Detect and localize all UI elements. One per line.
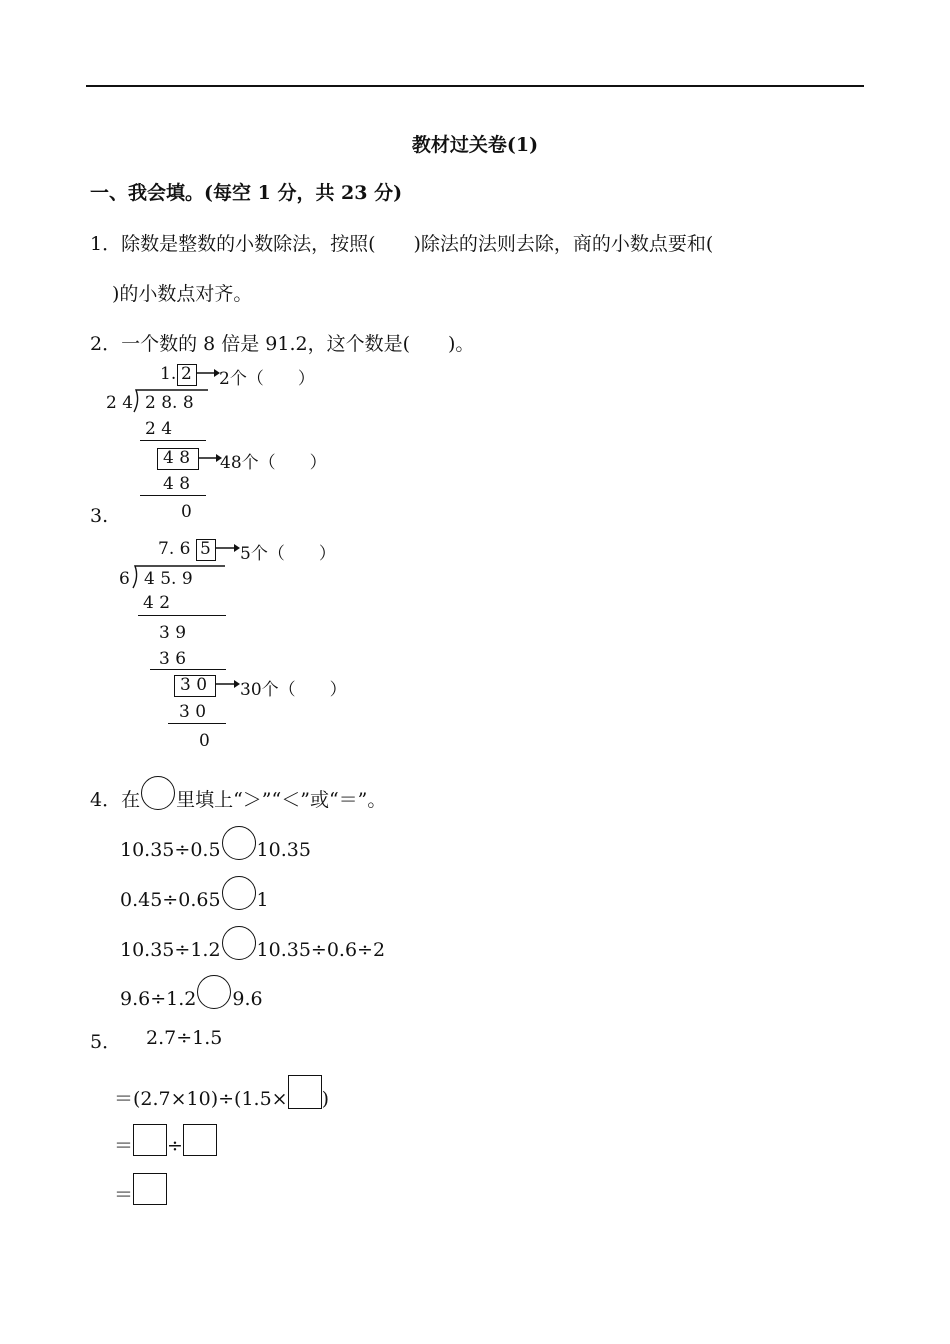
answer-circle[interactable] [197, 975, 231, 1009]
q5-line4-eq: ＝ [114, 1184, 134, 1206]
div2-box-2-digits: 3 0 [180, 675, 208, 695]
answer-box[interactable] [133, 1173, 167, 1205]
div2-arrow-note-2: 30个（ ） [240, 680, 347, 700]
compare-row-2 [120, 876, 269, 911]
answer-box[interactable] [183, 1124, 217, 1156]
answer-circle[interactable] [222, 926, 256, 960]
circle-icon [141, 776, 175, 810]
q5-line2-a: ＝(2.7×10)÷(1.5× [114, 1088, 288, 1110]
question-1-line-1: 1．除数是整数的小数除法，按照( )除法的法则去除，商的小数点要和( [90, 233, 714, 255]
q5-line3-div: ÷ [167, 1135, 183, 1157]
div2-quotient-prefix: 7. 6 [158, 539, 191, 559]
div1-arrow-note-1: 2个（ ） [219, 369, 315, 389]
div1-divisor: 2 4 [106, 393, 134, 413]
div1-step-1: 2 4 [145, 419, 173, 439]
compare-row-4 [120, 975, 263, 1010]
compare-row-3 [120, 926, 385, 961]
div1-line-1 [140, 440, 206, 441]
div1-box-2-digits: 4 8 [163, 448, 191, 468]
question-5-label: 5． [90, 1031, 122, 1053]
question-5-expr: 2.7÷1.5 [146, 1027, 223, 1049]
answer-box[interactable] [133, 1124, 167, 1156]
compare-left: 0.45÷0.65 [120, 889, 221, 911]
q5-line3-eq: ＝ [114, 1135, 134, 1157]
answer-box[interactable] [288, 1075, 322, 1109]
section-heading: 一、我会填。(每空 1 分，共 23 分) [90, 182, 403, 204]
div2-divisor: 6 [119, 569, 130, 589]
question-5-line-3 [114, 1124, 217, 1158]
div1-quotient-box-digit: 2 [181, 364, 192, 384]
compare-right: 10.35÷0.6÷2 [256, 939, 386, 961]
compare-right: 9.6 [232, 988, 263, 1010]
div1-line-2 [140, 495, 206, 496]
question-5-line-2 [114, 1075, 329, 1111]
div2-remainder: 0 [199, 731, 210, 751]
div1-remainder: 0 [181, 502, 192, 522]
q5-line2-b: ) [321, 1088, 330, 1110]
compare-left: 10.35÷0.5 [120, 839, 221, 861]
div2-step-1: 4 2 [143, 593, 171, 613]
div2-step-2: 3 9 [159, 623, 187, 643]
question-4-prefix: 4．在 [90, 789, 141, 811]
div2-quotient-box-digit: 5 [200, 539, 211, 559]
div1-dividend: 2 8. 8 [145, 393, 194, 413]
compare-right: 1 [256, 889, 269, 911]
compare-right: 10.35 [256, 839, 311, 861]
page-title: 教材过关卷(1) [411, 134, 539, 156]
question-3-label: 3. [90, 505, 109, 527]
question-4 [90, 776, 386, 812]
div2-line-3 [168, 723, 226, 724]
compare-row-1 [120, 826, 311, 861]
div2-dividend: 4 5. 9 [144, 569, 193, 589]
div1-arrow-note-2: 48个（ ） [220, 453, 327, 473]
div2-step-4: 3 0 [179, 702, 207, 722]
top-rule [86, 85, 864, 87]
question-2: 2．一个数的 8 倍是 91.2，这个数是( )。 [90, 333, 475, 355]
div1-arrow-2 [198, 451, 222, 465]
div2-arrow-1 [216, 541, 240, 555]
answer-circle[interactable] [222, 876, 256, 910]
question-5-line-4 [114, 1173, 167, 1207]
div1-arrow-1 [196, 366, 220, 380]
div2-line-1 [138, 615, 226, 616]
compare-left: 10.35÷1.2 [120, 939, 221, 961]
div1-quotient-prefix: 1. [160, 364, 177, 384]
div2-step-3: 3 6 [159, 649, 187, 669]
div2-arrow-note-1: 5个（ ） [240, 544, 336, 564]
compare-left: 9.6÷1.2 [120, 988, 197, 1010]
answer-circle[interactable] [222, 826, 256, 860]
question-1-line-2: )的小数点对齐。 [112, 283, 253, 305]
div1-step-2: 4 8 [163, 474, 191, 494]
question-4-suffix: 里填上“＞”“＜”或“＝”。 [176, 789, 387, 811]
div2-line-2 [150, 669, 226, 670]
div2-arrow-2 [216, 677, 240, 691]
